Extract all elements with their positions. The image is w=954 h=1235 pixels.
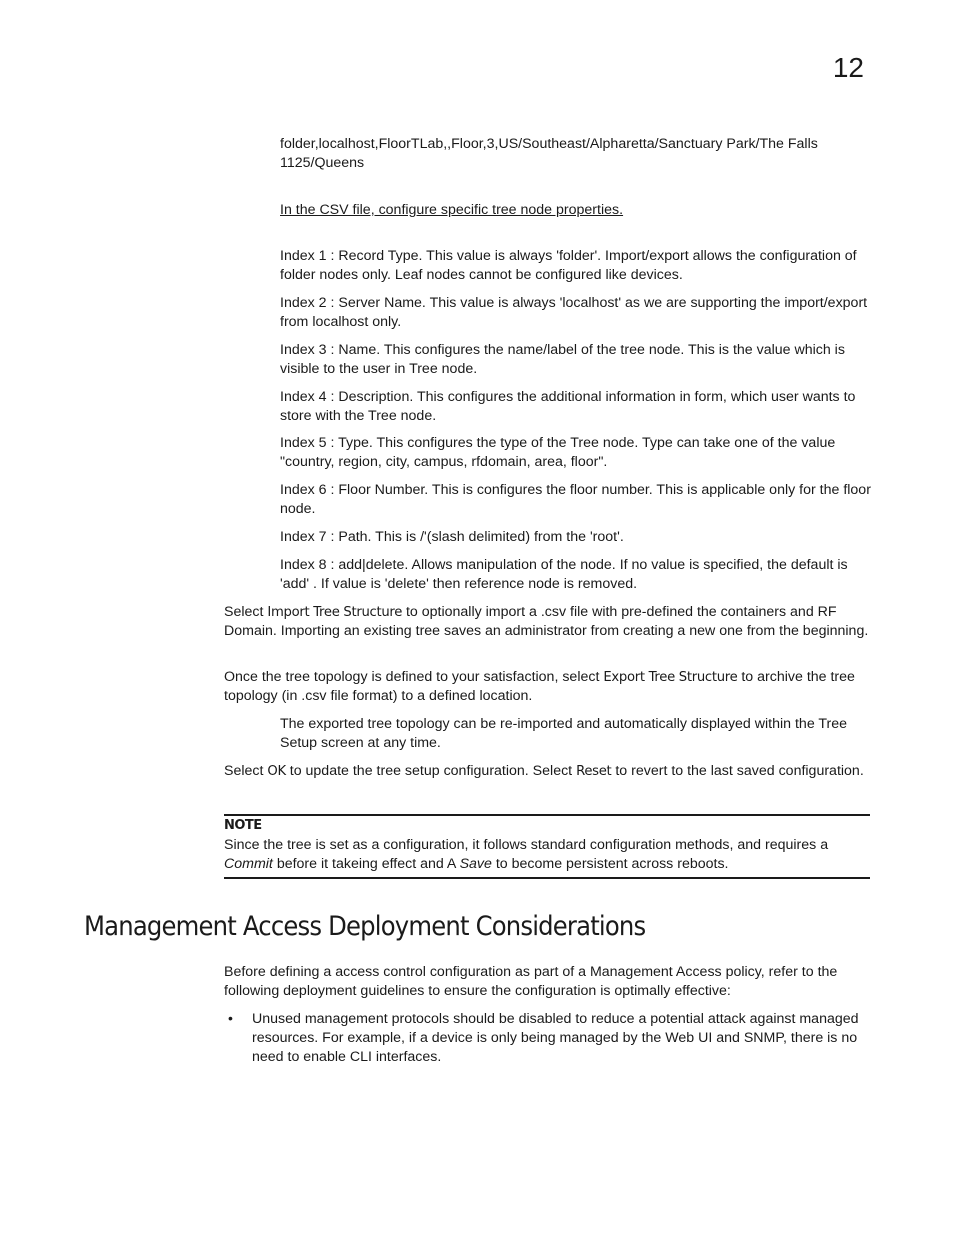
section-heading: Management Access Deployment Considerations (84, 911, 646, 942)
chapter-number: 12 (832, 52, 864, 83)
index-item-2: Index 2 : Server Name. This value is always 'localhost' as we are supporting the import/export from localhost only. (280, 295, 868, 330)
index-item-5: Index 5 : Type. This configures the type of the Tree node. Type can take one of the value "country, region, city, campus, rfdomain, area, floor". (280, 435, 836, 470)
import-tree-paragraph: Select Import Tree Structure to optionally import a .csv file with pre-defined the containers and RF Domain. Importing an existing tree saves an administrator from creating a new one from the beginning. (224, 604, 869, 639)
note-label: NOTE (224, 818, 262, 833)
bullet-icon: • (228, 1010, 233, 1026)
index-item-1: Index 1 : Record Type. This value is always 'folder'. Import/export allows the configuration of folder nodes only. Leaf nodes cannot be configured like devices. (280, 248, 857, 283)
bullet-item-1: Unused management protocols should be disabled to reduce a potential attack against managed resources. For example, if a device is only being managed by the Web UI and SNMP, there is no need to enable CLI interfaces. (252, 1011, 859, 1065)
csv-configure-link[interactable]: In the CSV file, configure specific tree node properties. (280, 202, 624, 218)
ok-reset-paragraph: Select OK to update the tree setup configuration. Select Reset to revert to the last saved configuration. (224, 763, 864, 779)
note-top-rule (224, 814, 870, 816)
export-tree-paragraph: Once the tree topology is defined to your satisfaction, select Export Tree Structure to archive the tree topology (in .csv file format) to a defined location. (224, 669, 855, 704)
section-intro: Before defining a access control configuration as part of a Management Access policy, refer to the following deployment guidelines to ensure the configuration is optimally effective: (224, 964, 838, 999)
save-term: Save (459, 856, 492, 872)
export-tree-structure-term: Export Tree Structure (603, 670, 738, 685)
reimport-paragraph: The exported tree topology can be re-imported and automatically displayed within the Tree Setup screen at any time. (280, 716, 848, 751)
reset-term: Reset (576, 764, 612, 779)
index-item-8: Index 8 : add|delete. Allows manipulation of the node. If no value is specified, the default is 'add' . If value is 'delete' then reference node is removed. (280, 557, 848, 592)
csv-example-line: folder,localhost,FloorTLab,,Floor,3,US/Southeast/Alpharetta/Sanctuary Park/The Falls 1125/Queens (280, 136, 818, 171)
note-bottom-rule (224, 877, 870, 879)
import-tree-structure-term: Import Tree Structure (267, 605, 403, 620)
commit-term: Commit (224, 856, 273, 872)
index-item-7: Index 7 : Path. This is /'(slash delimited) from the 'root'. (280, 529, 624, 545)
index-item-4: Index 4 : Description. This configures the additional information in form, which user wants to store with the Tree node. (280, 389, 856, 424)
note-text: Since the tree is set as a configuration, it follows standard configuration methods, and requires a Commit before it takeing effect and A Save to become persistent across reboots. (224, 837, 829, 872)
index-item-3: Index 3 : Name. This configures the name/label of the tree node. This is the value which is visible to the user in Tree node. (280, 342, 845, 377)
index-item-6: Index 6 : Floor Number. This is configures the floor number. This is applicable only for the floor node. (280, 482, 871, 517)
ok-term: OK (267, 764, 286, 779)
